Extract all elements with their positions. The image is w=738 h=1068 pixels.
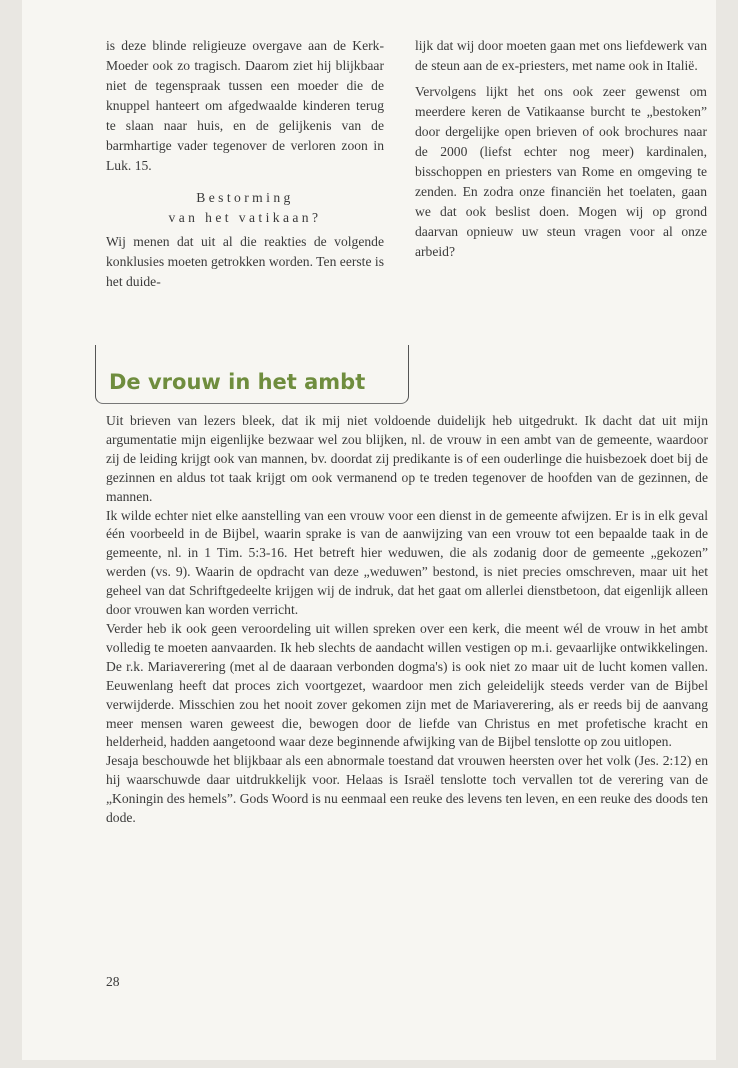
left-column [106, 36, 384, 292]
subheading [106, 188, 384, 228]
left-column-paragraph: is deze blinde religieuze overgave aan de Kerk-Moeder ook zo tragisch. Daarom ziet hij blijkbaar niet de tegenspraak tussen een moeder die de knuppel hanteert om afgedwaalde kinderen terug te slaan naar huis, en de gelijkenis van de barmhartige vader tegenover de verloren zoon in Luk. 15. [106, 38, 384, 173]
article-body [106, 412, 708, 828]
page [22, 0, 716, 1060]
subheading-line: Bestorming [196, 190, 294, 205]
right-column-paragraph: Vervolgens lijkt het ons ook zeer gewenst om meerdere keren de Vatikaanse burcht te „bestoken” door dergelijke open brieven of ook brochures naar de 2000 (liefst echter nog meer) kardinalen, bisschoppen en priesters van Rome en omgeving te zenden. En zodra onze financiën het toelaten, gaan we dat ook beslist doen. Mogen wij op grond daarvan opnieuw uw steun vragen voor al onze arbeid? [415, 84, 707, 259]
page-number: 28 [106, 974, 120, 989]
article-paragraph: Uit brieven van lezers bleek, dat ik mij niet voldoende duidelijk heb uitgedrukt. Ik dacht dat uit mijn argumentatie mijn eigenlijke bezwaar wel zou blijken, nl. de vrouw in een ambt van de gemeente, waardoor zij de leiding krijgt ook van mannen, bv. doordat zij predikante is of een ouderlinge die huisbezoek doet bij de gezinnen en aldus tot taak krijgt om ook vermanend op te treden tegenover de hoofden van de gezinnen, de mannen. [106, 413, 708, 504]
article-paragraph: Verder heb ik ook geen veroordeling uit willen spreken over een kerk, die meent wél de vrouw in het ambt volledig te moeten aanvaarden. Ik heb slechts de aandacht willen vestigen op m.i. gevaarlijke ontwikkelingen. De r.k. Mariaverering (met al de daaraan verbonden dogma's) is ook niet zo maar uit de lucht komen vallen. Eeuwenlang heeft dat proces zich voortgezet, waardoor men zich geleidelijk steeds verder van de Bijbel verwijderde. Misschien zou het nooit zover gekomen zijn met de Mariaverering, als er reeds bij de aanvang meer mensen waren geweest die, bewogen door de liefde van Christus en met profetische kracht en helderheid, hadden aangetoond waar deze beginnende afwijking van de Bijbel tenslotte op zou uitlopen. [106, 620, 708, 750]
left-column-paragraph: Wij menen dat uit al die reakties de volgende konklusies moeten getrokken worden. Ten eerste is het duide- [106, 234, 384, 289]
article-paragraph: Jesaja beschouwde het blijkbaar als een abnormale toestand dat vrouwen heersten over het volk (Jes. 2:12) en hij waarschuwde daar uitdrukkelijk voor. Helaas is Israël tenslotte toch vervallen tot de verering van de „Koningin des hemels”. Gods Woord is nu eenmaal een reuke des levens ten leven, en een reuke des doods ten dode. [106, 753, 708, 826]
right-column-paragraph: lijk dat wij door moeten gaan met ons liefdewerk van de steun aan de ex-priesters, met name ook in Italië. [415, 38, 707, 73]
section-title: De vrouw in het ambt [109, 370, 366, 394]
subheading-line: van het vatikaan? [168, 210, 322, 225]
right-column [415, 36, 707, 262]
article-paragraph: Ik wilde echter niet elke aanstelling van een vrouw voor een dienst in de gemeente afwijzen. Er is in elk geval één voorbeeld in de Bijbel, waarin sprake is van de aanwijzing van een vrouw tot een bepaalde taak in de gemeente, nl. in 1 Tim. 5:3-16. Het betreft hier weduwen, die als zodanig door de gemeente „gekozen” werden (vs. 9). Waarin de opdracht van deze „weduwen” bestond, is niet precies omschreven, maar uit het geheel van dat Schriftgedeelte krijgen wij de indruk, dat het gaat om allerlei dienstbetoon, dat eigenlijk alleen door vrouwen kan worden verricht. [106, 507, 708, 618]
